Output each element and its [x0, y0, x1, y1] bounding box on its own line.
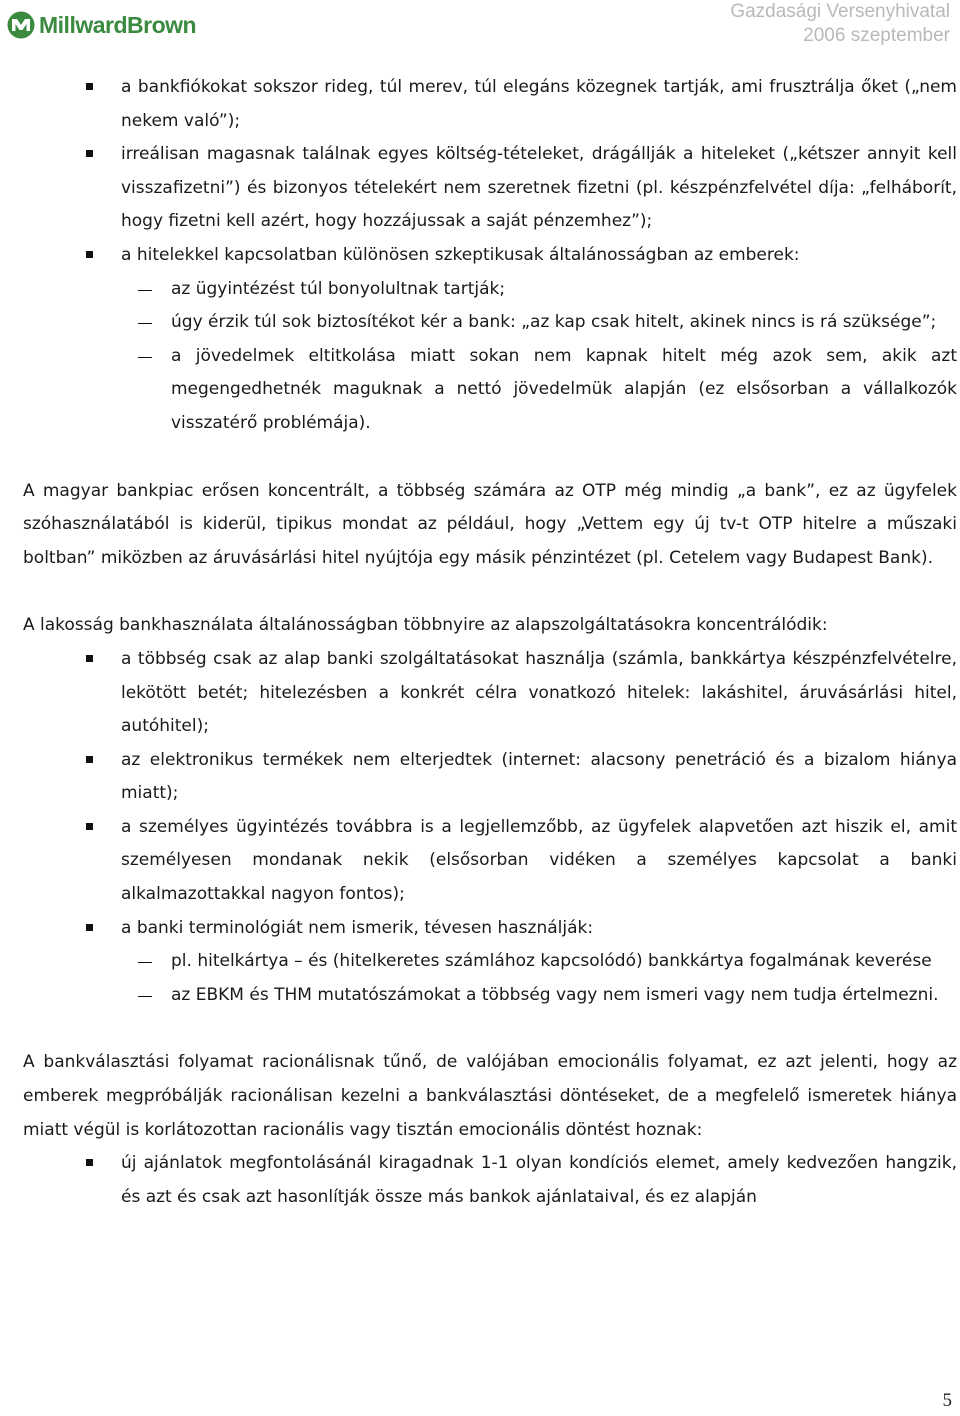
- logo-text: MillwardBrown: [39, 11, 197, 38]
- sub-list-item: a jövedelmek eltitkolása miatt sokan nem kapnak hitelt még azok sem, akik azt megengedhetnék maguknak a nettó jövedelmük alapján (ez elsősorban a vállalkozók visszatérő problémája).: [23, 340, 957, 441]
- millward-brown-logo: [6, 10, 196, 40]
- list-item-text: a banki terminológiát nem ismerik, tévesen használják:: [121, 917, 594, 938]
- header-info: [730, 0, 950, 48]
- paragraph: A magyar bankpiac erősen koncentrált, a többség számára az OTP még mindig „a bank”, ez az ügyfelek szóhasználatából is kiderül, tipikus mondat az például, hogy „Vettem egy új tv-t OTP hitelre a műszaki boltban” miközben az áruvásárlási hitel nyújtója egy másik pénzintézet (pl. Cetelem vagy Budapest Bank).: [23, 480, 957, 568]
- page-header: [0, 0, 960, 60]
- sub-list-item: úgy érzik túl sok biztosítékot kér a bank: „az kap csak hitelt, akinek nincs is rá szüksége”;: [23, 306, 957, 340]
- bullet-list-3: [23, 1147, 957, 1214]
- dash-list-2: [23, 945, 957, 1012]
- list-item: irreálisan magasnak találnak egyes költség-tételeket, drágállják a hiteleket („kétszer annyit kell visszafizetni”) és bizonyos tételekért nem szeretnek fizetni (pl. készpénzfelvétel díja: „felháborít, hogy fizetni kell azért, hogy hozzájussak a saját pénzemhez”);: [23, 138, 957, 239]
- document-body: [23, 71, 957, 1214]
- list-item-text: a hitelekkel kapcsolatban különösen szkeptikusak általánosságban az emberek:: [121, 244, 800, 265]
- list-item: a bankfiókokat sokszor rideg, túl merev, túl elegáns közegnek tartják, ami frusztrálja őket („nem nekem való”);: [23, 71, 957, 138]
- list-item: az elektronikus termékek nem elterjedtek (internet: alacsony penetráció és a bizalom hiánya miatt);: [23, 744, 957, 811]
- paragraph: A lakosság bankhasználata általánosságban többnyire az alapszolgáltatásokra koncentrálódik:: [23, 615, 828, 636]
- list-item: a többség csak az alap banki szolgáltatásokat használja (számla, bankkártya készpénzfelvételre, lekötött betét; hitelezésben a konkrét célra vonatkozó hitelek: lakáshitel, áruvásárlási hitel, autóhitel);: [23, 643, 957, 744]
- dash-list-1: [23, 273, 957, 441]
- list-item: [23, 912, 957, 1013]
- list-item: új ajánlatok megfontolásánál kiragadnak 1-1 olyan kondíciós elemet, amely kedvezően hangzik, és azt és csak azt hasonlítják össze más bankok ajánlataival, és ez alapján: [23, 1147, 957, 1214]
- sub-list-item: az EBKM és THM mutatószámokat a többség vagy nem ismeri vagy nem tudja értelmezni.: [23, 979, 957, 1013]
- page-number: 5: [942, 1390, 952, 1411]
- logo-mark-icon: [6, 10, 36, 40]
- header-date: 2006 szeptember: [803, 25, 950, 46]
- bullet-list-1: [23, 71, 957, 441]
- header-organization: Gazdasági Versenyhivatal: [730, 1, 950, 22]
- sub-list-item: az ügyintézést túl bonyolultnak tartják;: [23, 273, 957, 307]
- paragraph: A bankválasztási folyamat racionálisnak tűnő, de valójában emocionális folyamat, ez azt jelenti, hogy az emberek megpróbálják racionálisan kezelni a bankválasztási döntéseket, de a megfelelő ismeretek hiánya miatt végül is korlátozottan racionális vagy tisztán emocionális döntést hoznak:: [23, 1052, 957, 1140]
- bullet-list-2: [23, 643, 957, 1013]
- list-item: [23, 239, 957, 441]
- sub-list-item: pl. hitelkártya – és (hitelkeretes számlához kapcsolódó) bankkártya fogalmának keverése: [23, 945, 957, 979]
- list-item: a személyes ügyintézés továbbra is a legjellemzőbb, az ügyfelek alapvetően azt hiszik el, amit személyesen mondanak nekik (elsősorban vidéken a személyes kapcsolat a banki alkalmazottakkal nagyon fontos);: [23, 811, 957, 912]
